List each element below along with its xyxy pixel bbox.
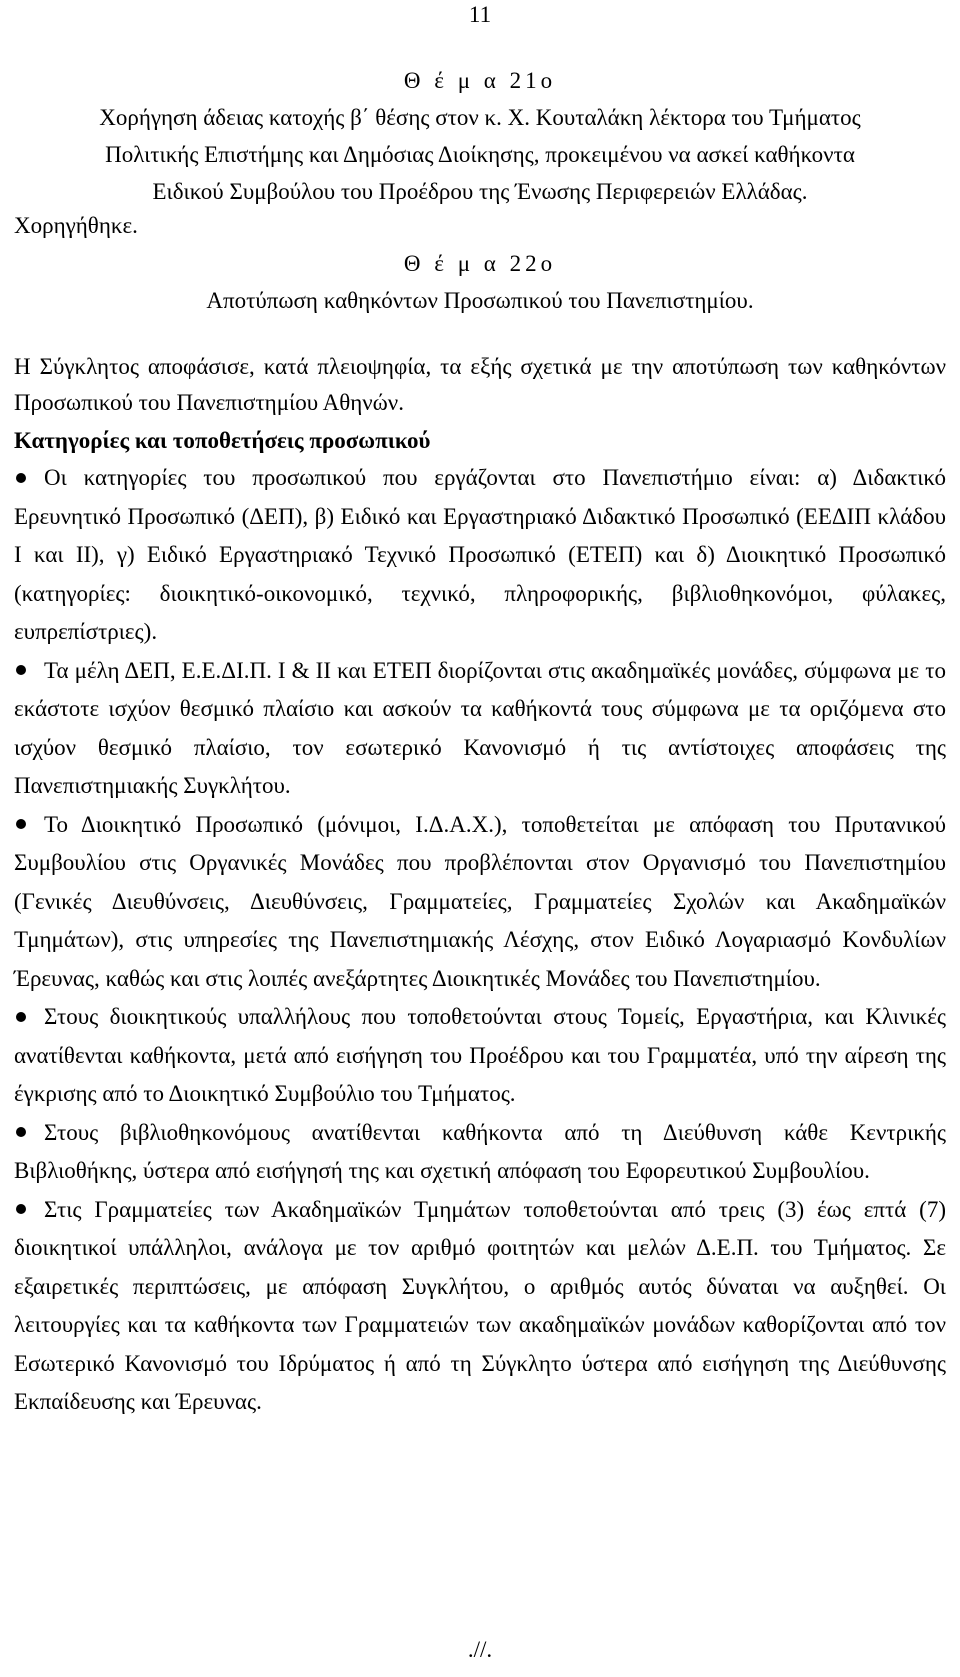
bullet-icon [16,665,26,675]
bullet-icon [16,1127,26,1137]
bullet-icon [16,819,26,829]
list-item [14,459,946,652]
topic-21-title-line: Χορήγηση άδειας κατοχής β΄ θέσης στον κ. Χ. Κουταλάκη λέκτορα του Τμήματος [99,105,861,130]
page-number: 11 [468,2,492,27]
bullet-icon [16,1012,26,1022]
section-heading: Κατηγορίες και τοποθετήσεις προσωπικού [14,428,431,453]
bullet-icon [16,1204,26,1214]
list-item-text: Το Διοικητικό Προσωπικό (μόνιμοι, Ι.Δ.Α.Χ.), τοποθετείται με απόφαση του Πρυτανικού Συμβουλίου στις Οργανικές Μονάδες που προβλέπονται στον Οργανισμό του Πανεπιστημίου (Γενικές Διευθύνσεις, Διευθύνσεις, Γραμματείες, Γραμματείες Σχολών και Ακαδημαϊκών Τμημάτων), στις υπηρεσίες της Πανεπιστημιακής Λέσχης, στον Ειδικό Λογαριασμό Κονδυλίων Έρευνας, καθώς και στις λοιπές ανεξάρτητες Διοικητικές Μονάδες του Πανεπιστημίου. [14,811,946,991]
closing-mark: .//. [467,1637,493,1662]
topic-22-title: Αποτύπωση καθηκόντων Προσωπικού του Πανεπιστημίου. [206,288,754,313]
list-item [14,998,946,1114]
list-item-text: Τα μέλη ΔΕΠ, Ε.Ε.ΔΙ.Π. Ι & ΙΙ και ΕΤΕΠ διορίζονται στις ακαδημαϊκές μονάδες, σύμφωνα με το εκάστοτε ισχύον θεσμικό πλαίσιο και ασκούν τα καθήκοντά τους σύμφωνα με τα οριζόμενα στο ισχύον θεσμικό πλαίσιο, τον εσωτερικό Κανονισμό ή τις αντίστοιχες αποφάσεις της Πανεπιστημιακής Συγκλήτου. [14,657,946,798]
bullet-list [14,459,946,1422]
list-item [14,1191,946,1422]
topic-21-result: Χορηγήθηκε. [14,213,138,238]
bullet-icon [16,473,26,483]
topic-21-title [0,99,960,210]
list-item [14,1114,946,1191]
topic-21-heading: Θ έ μ α 21ο [403,68,557,93]
topic-22-heading: Θ έ μ α 22ο [403,251,557,276]
list-item-text: Στους διοικητικούς υπαλλήλους που τοποθετούνται στους Τομείς, Εργαστήρια, και Κλινικές ανατίθενται καθήκοντα, μετά από εισήγηση του Προέδρου και του Γραμματέα, υπό την αίρεση της έγκρισης από το Διοικητικό Συμβούλιο του Τμήματος. [14,1004,946,1106]
list-item-text: Στις Γραμματείες των Ακαδημαϊκών Τμημάτων τοποθετούνται από τρεις (3) έως επτά (7) διοικητικοί υπάλληλοι, ανάλογα με τον αριθμό φοιτητών και μελών Δ.Ε.Π. του Τμήματος. Σε εξαιρετικές περιπτώσεις, με απόφαση Συγκλήτου, ο αριθμός αυτός δύναται να αυξηθεί. Οι λειτουργίες και τα καθήκοντα των Γραμματειών των ακαδημαϊκών μονάδων καθορίζονται από τον Εσωτερικό Κανονισμό του Ιδρύματος ή από τη Σύγκλητο ύστερα από εισήγηση της Διεύθυνσης Εκπαίδευσης και Έρευνας. [14,1196,946,1414]
topic-22-intro: Η Σύγκλητος αποφάσισε, κατά πλειοψηφία, τα εξής σχετικά με την αποτύπωση των καθηκόντων Προσωπικού του Πανεπιστημίου Αθηνών. [14,354,946,415]
list-item [14,652,946,806]
list-item-text: Στους βιβλιοθηκονόμους ανατίθενται καθήκοντα από τη Διεύθυνση κάθε Κεντρικής Βιβλιοθήκης, ύστερα από εισήγησή της και σχετική απόφαση του Εφορευτικού Συμβουλίου. [14,1119,946,1183]
list-item-text: Οι κατηγορίες του προσωπικού που εργάζονται στο Πανεπιστήμιο είναι: α) Διδακτικό Ερευνητικό Προσωπικό (ΔΕΠ), β) Ειδικό και Εργαστηριακό Διδακτικό Προσωπικό (ΕΕΔΙΠ κλάδου Ι και ΙΙ), γ) Ειδικό Εργαστηριακό Τεχνικό Προσωπικό (ΕΤΕΠ) και δ) Διοικητικό Προσωπικό (κατηγορίες: διοικητικό-οικονομικό, τεχνικό, πληροφορικής, βιβλιοθηκονόμοι, φύλακες, ευπρεπίστριες). [14,465,946,644]
topic-21-title-line: Πολιτικής Επιστήμης και Δημόσιας Διοίκησης, προκειμένου να ασκεί καθήκοντα [105,142,855,167]
list-item [14,806,946,999]
topic-21-title-line: Ειδικού Συμβούλου του Προέδρου της Ένωσης Περιφερειών Ελλάδας. [152,179,808,204]
